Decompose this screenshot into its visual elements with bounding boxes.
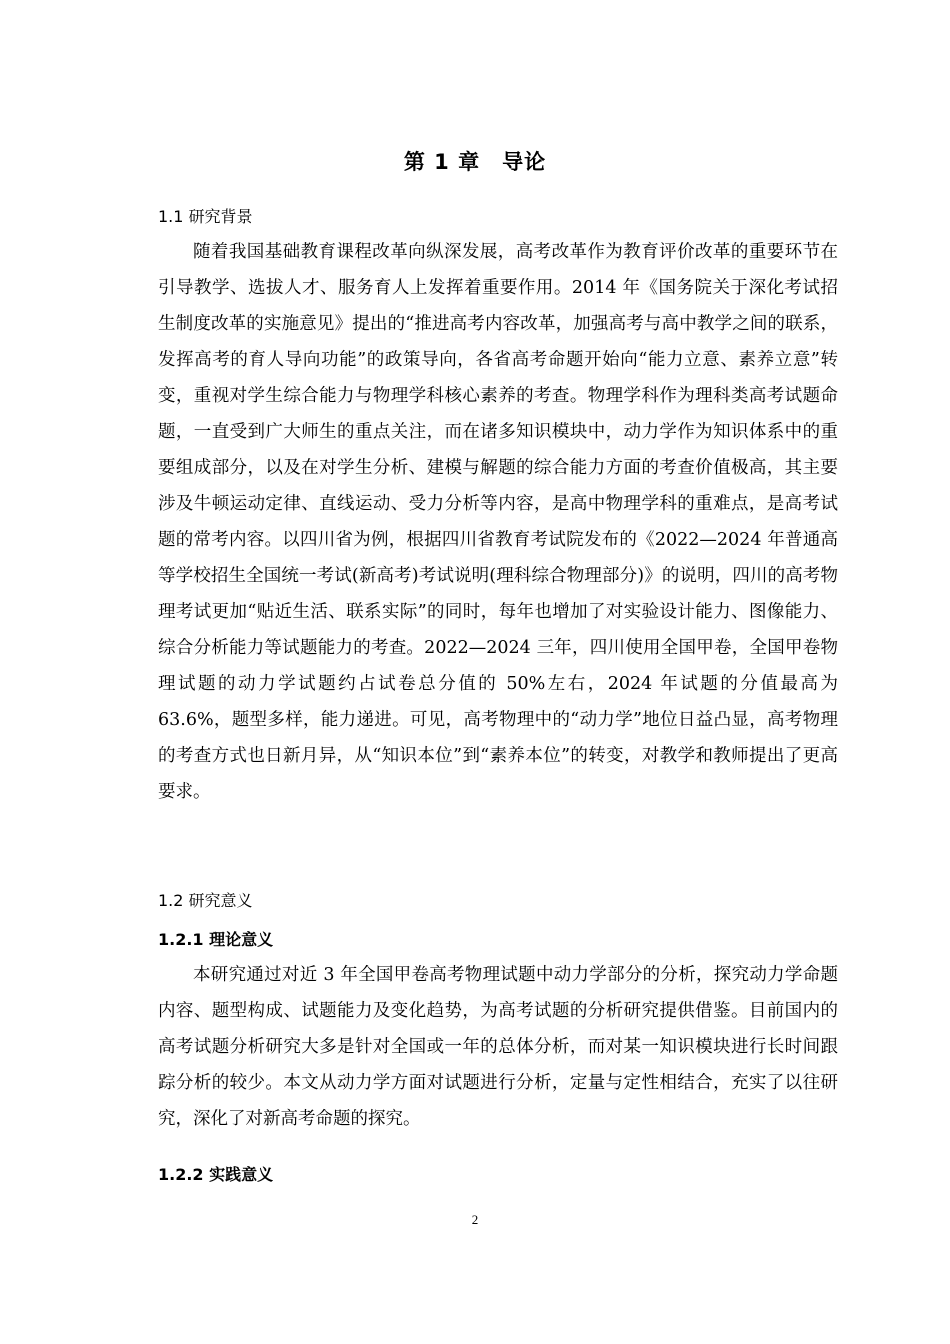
chapter-title: 第 1 章 导论 (403, 150, 547, 174)
section-heading-1-2: 1.2 研究意义 (158, 891, 253, 910)
subsection-heading-1-2-2: 1.2.2 实践意义 (158, 1165, 274, 1184)
background-paragraph: 随着我国基础教育课程改革向纵深发展，高考改革作为教育评价改革的重要环节在引导教学、选拔人才、服务育人上发挥着重要作用。2014 年《国务院关于深化考试招生制度改革的实施意见》提出的“推进高考内容改革，加强高考与高中教学之间的联系，发挥高考的育人导向功能”的政策导向，各省高考命题开始向“能力立意、素养立意”转变，重视对学生综合能力与物理学科核心素养的考查。物理学科作为理科类高考试题命题，一直受到广大师生的重点关注，而在诸多知识模块中，动力学作为知识体系中的重要组成部分，以及在对学生分析、建模与解题的综合能力方面的考查价值极高，其主要涉及牛顿运动定律、直线运动、受力分析等内容，是高中物理学科的重难点，是高考试题的常考内容。以四川省为例，根据四川省教育考试院发布的《2022—2024 年普通高等学校招生全国统一考试(新高考)考试说明(理科综合物理部分)》的说明，四川的高考物理考试更加“贴近生活、联系实际”的同时，每年也增加了对实验设计能力、图像能力、综合分析能力等试题能力的考查。2022—2024 三年，四川使用全国甲卷，全国甲卷物理试题的动力学试题约占试卷总分值的 50%左右，2024 年试题的分值最高为 63.6%，题型多样，能力递进。可见，高考物理中的“动力学”地位日益凸显，高考物理的考查方式也日新月异，从“知识本位”到“素养本位”的转变，对教学和教师提出了更高要求。 (158, 242, 838, 802)
theory-significance-paragraph: 本研究通过对近 3 年全国甲卷高考物理试题中动力学部分的分析，探究动力学命题内容、题型构成、试题能力及变化趋势，为高考试题的分析研究提供借鉴。目前国内的高考试题分析研究大多是针对全国或一年的总体分析，而对某一知识模块进行长时间跟踪分析的较少。本文从动力学方面对试题进行分析，定量与定性相结合，充实了以往研究，深化了对新高考命题的探究。 (158, 965, 838, 1129)
section-heading-1-1: 1.1 研究背景 (158, 207, 253, 226)
page-number: 2 (471, 1212, 479, 1227)
subsection-heading-1-2-1: 1.2.1 理论意义 (158, 930, 274, 949)
